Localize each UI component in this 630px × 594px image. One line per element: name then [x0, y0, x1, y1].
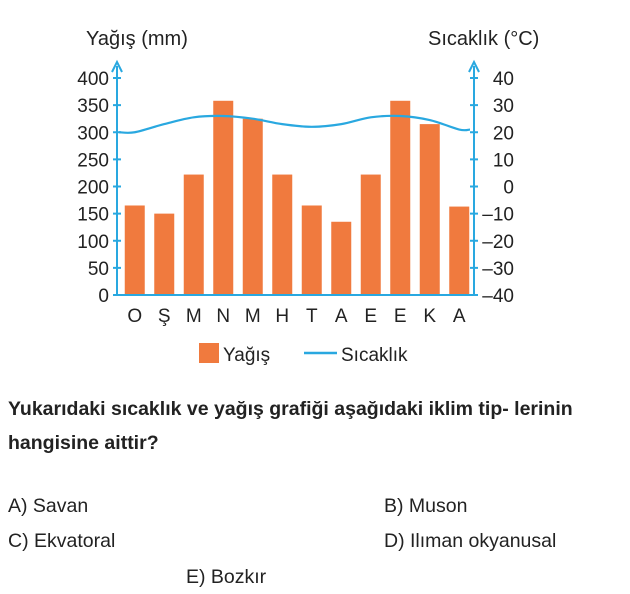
bar-10 [390, 101, 410, 295]
right-tick-label-2: 30 [492, 96, 514, 118]
question-text: Yukarıdaki sıcaklık ve yağış grafiği aşağıdaki iklim tip- lerinin hangisine aittir? [8, 398, 573, 454]
option-d[interactable]: D) Ilıman okyanusal [384, 530, 557, 552]
category-label-1: O [127, 306, 143, 327]
category-label-5: M [244, 306, 261, 327]
category-label-11: K [423, 306, 437, 327]
bars-layer [125, 101, 470, 295]
left-axis-title: Yağış (mm) [86, 28, 188, 50]
right-tick-label-1: 40 [492, 69, 514, 90]
left-tick-label-1: 0 [98, 286, 109, 307]
bar-5 [243, 119, 263, 295]
category-label-9: E [364, 306, 378, 327]
bar-9 [361, 175, 381, 295]
category-label-4: N [216, 306, 231, 327]
bar-8 [331, 222, 351, 295]
legend-label-yagis: Yağış [223, 345, 271, 366]
left-tick-label-6: 250 [77, 150, 109, 172]
right-tick-label-5: 0 [503, 177, 514, 199]
option-e[interactable]: E) Bozkır [186, 566, 267, 588]
bar-6 [272, 175, 292, 295]
right-axis-title: Sıcaklık (°C) [428, 28, 540, 50]
bar-3 [184, 175, 204, 295]
category-label-10: E [393, 306, 407, 327]
left-tick-label-5: 200 [77, 177, 109, 199]
right-tick-label-8: –30 [482, 258, 514, 280]
right-tick-label-9: –40 [482, 286, 514, 307]
right-tick-label-7: –20 [482, 231, 514, 253]
legend [199, 343, 408, 366]
bar-12 [449, 207, 469, 295]
left-tick-label-3: 100 [77, 231, 109, 253]
category-label-3: M [185, 306, 202, 327]
option-b[interactable]: B) Muson [384, 495, 468, 517]
bar-1 [125, 205, 145, 295]
category-label-8: A [334, 306, 348, 327]
category-label-12: A [452, 306, 466, 327]
category-label-2: Ş [157, 306, 171, 327]
left-tick-label-8: 350 [77, 96, 109, 118]
category-label-6: H [275, 306, 290, 327]
right-tick-label-3: 20 [492, 123, 514, 145]
option-a[interactable]: A) Savan [8, 495, 89, 517]
bar-2 [154, 214, 174, 295]
legend-label-sicaklik: Sıcaklık [341, 345, 408, 366]
left-tick-label-7: 300 [77, 123, 109, 145]
bar-7 [302, 205, 322, 295]
bar-11 [420, 124, 440, 295]
left-tick-label-9: 400 [77, 69, 109, 90]
temperature-line-layer [119, 116, 470, 133]
temperature-line [119, 116, 470, 133]
left-tick-label-2: 50 [87, 258, 109, 280]
option-c[interactable]: C) Ekvatoral [8, 530, 116, 552]
left-tick-label-4: 150 [77, 204, 109, 226]
legend-swatch-yagis [199, 343, 219, 363]
right-tick-label-4: 10 [492, 150, 514, 172]
category-label-7: T [305, 306, 318, 327]
right-tick-label-6: –10 [482, 204, 514, 226]
bar-4 [213, 101, 233, 295]
